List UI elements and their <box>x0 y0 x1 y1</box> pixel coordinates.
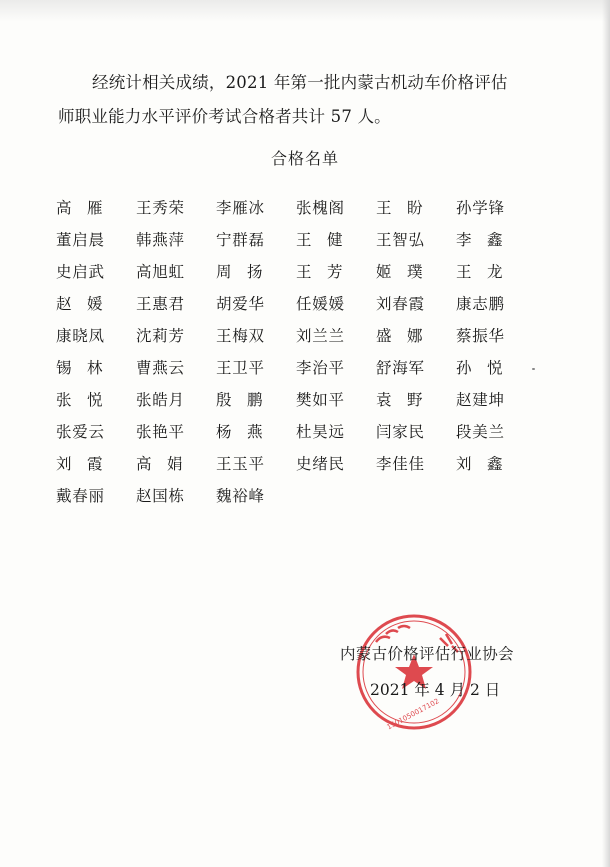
qualified-name: 段美兰 <box>456 423 504 441</box>
list-title: 合格名单 <box>270 149 339 168</box>
qualified-name: 戴春丽 <box>56 487 104 505</box>
seal-number: 1501050017102 <box>385 697 441 732</box>
qualified-name: 韩燕萍 <box>136 231 184 249</box>
qualified-name: 刘 霞 <box>56 455 103 473</box>
qualified-name: 姬 璞 <box>376 263 423 281</box>
qualified-name: 赵 媛 <box>56 295 103 313</box>
qualified-name: 任媛媛 <box>296 295 344 313</box>
qualified-name: 王 盼 <box>376 199 423 217</box>
qualified-name: 舒海军 <box>376 359 424 377</box>
qualified-name: 宁群磊 <box>216 231 264 249</box>
qualified-name: 殷 鹏 <box>216 391 263 409</box>
qualified-name: 闫家民 <box>376 423 424 441</box>
scan-top-shadow <box>0 0 610 22</box>
qualified-name: 魏裕峰 <box>216 487 264 505</box>
intro-paragraph <box>58 66 538 134</box>
qualified-name: 盛 娜 <box>376 327 423 345</box>
qualified-name: 赵建坤 <box>456 391 504 409</box>
qualified-name: 史启武 <box>56 263 104 281</box>
qualified-name: 高 雁 <box>56 199 103 217</box>
issuing-organization: 内蒙古价格评估行业协会 <box>340 645 514 663</box>
qualified-name: 曹燕云 <box>136 359 184 377</box>
qualified-name: 王 龙 <box>456 263 503 281</box>
qualified-name: 张皓月 <box>136 391 184 409</box>
qualified-name: 王秀荣 <box>136 199 184 217</box>
qualified-name: 李治平 <box>296 359 344 377</box>
qualified-name: 李雁冰 <box>216 199 264 217</box>
qualified-name: 高 娟 <box>136 455 183 473</box>
names-grid <box>56 196 536 516</box>
qualified-name: 王玉平 <box>216 455 264 473</box>
intro-line-2: 师职业能力水平评价考试合格者共计 57 人。 <box>58 107 391 126</box>
qualified-name: 董启晨 <box>56 231 104 249</box>
qualified-name: 赵国栋 <box>136 487 184 505</box>
issue-date: 2021 年 4 月 2 日 <box>370 681 501 699</box>
intro-line-1: 经统计相关成绩，2021 年第一批内蒙古机动车价格评估 <box>92 73 508 92</box>
qualified-name: 李 鑫 <box>456 231 503 249</box>
qualified-name: 高旭虹 <box>136 263 184 281</box>
qualified-name: 张槐阁 <box>296 199 344 217</box>
qualified-name: 袁 野 <box>376 391 423 409</box>
qualified-name: 孙学锋 <box>456 199 504 217</box>
qualified-name: 锡 林 <box>56 359 103 377</box>
qualified-name: 杜昊远 <box>296 423 344 441</box>
qualified-name: 康志鹏 <box>456 295 504 313</box>
qualified-name: 张爱云 <box>56 423 104 441</box>
qualified-name: 李佳佳 <box>376 455 424 473</box>
qualified-name: 王梅双 <box>216 327 264 345</box>
qualified-name: 刘 鑫 <box>456 455 503 473</box>
qualified-name: 刘兰兰 <box>296 327 344 345</box>
official-seal <box>354 612 474 732</box>
qualified-name: 王卫平 <box>216 359 264 377</box>
qualified-name: 康晓凤 <box>56 327 104 345</box>
qualified-name: 史绪民 <box>296 455 344 473</box>
qualified-name: 张艳平 <box>136 423 184 441</box>
qualified-name: 王智弘 <box>376 231 424 249</box>
qualified-name: 王惠君 <box>136 295 184 313</box>
qualified-name: 杨 燕 <box>216 423 263 441</box>
qualified-name: 胡爱华 <box>216 295 264 313</box>
qualified-name: 孙 悦 <box>456 359 503 377</box>
qualified-name: 王 芳 <box>296 263 343 281</box>
qualified-name: 张 悦 <box>56 391 103 409</box>
qualified-name: 蔡振华 <box>456 327 504 345</box>
qualified-name: 樊如平 <box>296 391 344 409</box>
qualified-name: 周 扬 <box>216 263 263 281</box>
qualified-name: 刘春霞 <box>376 295 424 313</box>
qualified-name: 王 健 <box>296 231 343 249</box>
qualified-name: 沈莉芳 <box>136 327 184 345</box>
scan-right-edge <box>602 0 610 867</box>
